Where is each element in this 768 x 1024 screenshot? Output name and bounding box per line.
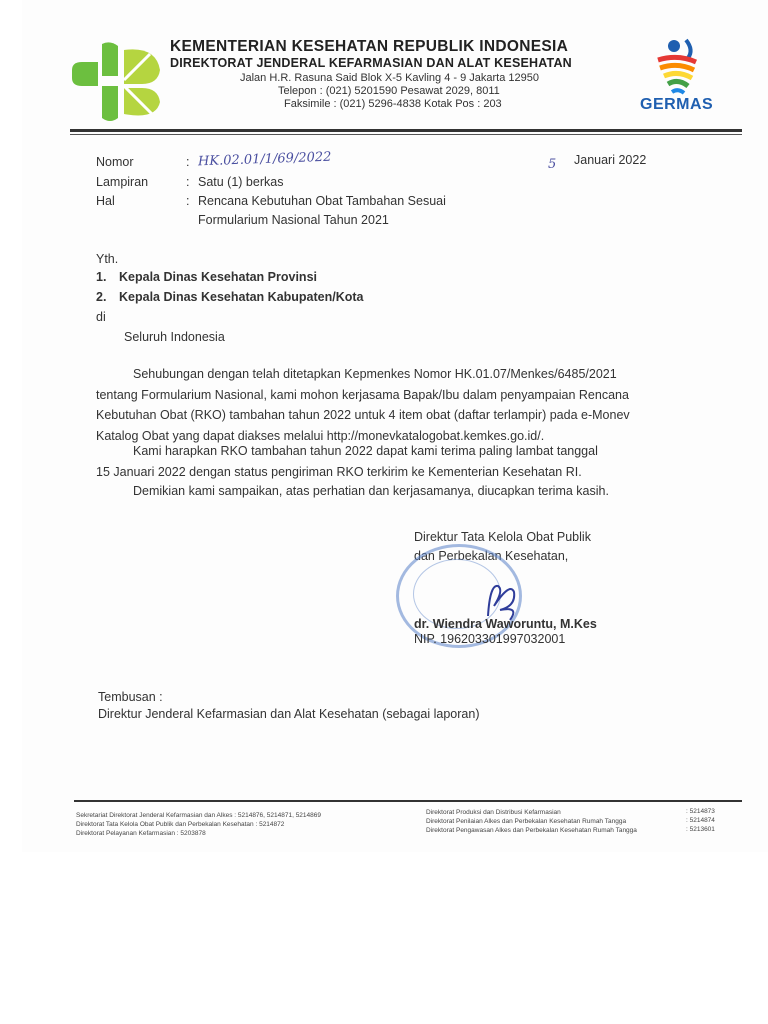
germas-label: GERMAS xyxy=(640,96,714,113)
paragraph-2-line-2: 15 Januari 2022 dengan status pengiriman RKO terkirim ke Kementerian Kesehatan RI. xyxy=(96,464,582,479)
cc-label: Tembusan : xyxy=(98,690,163,704)
recipient-place: Seluruh Indonesia xyxy=(124,330,225,344)
kemenkes-logo-icon xyxy=(68,40,164,124)
header-rule xyxy=(70,129,742,132)
paragraph-1-line-4: Katalog Obat yang dapat diakses melalui http://monevkatalogobat.kemkes.go.id/. xyxy=(96,428,545,443)
footer-right-label-2: Direktorat Penilaian Alkes dan Perbekalan Kesehatan Rumah Tangga xyxy=(426,818,627,825)
paragraph-1-line-3: Kebutuhan Obat (RKO) tambahan tahun 2022 untuk 4 item obat (daftar terlampir) pada e-Monev xyxy=(96,408,630,422)
hal-colon: : xyxy=(186,194,190,208)
footer-left-line-1: Sekretariat Direktorat Jenderal Kefarmasian dan Alkes : 5214876, 5214871, 5214869 xyxy=(76,812,321,819)
nomor-colon: : xyxy=(186,155,190,169)
ministry-title: KEMENTERIAN KESEHATAN REPUBLIK INDONESIA xyxy=(170,38,569,55)
footer-rule xyxy=(74,800,742,802)
body-paragraph-1 xyxy=(96,364,690,446)
lampiran-colon: : xyxy=(186,175,190,189)
header-rule-thin xyxy=(70,134,742,135)
letter-page xyxy=(22,0,768,852)
di-label: di xyxy=(96,310,106,324)
recipient-1: Kepala Dinas Kesehatan Provinsi xyxy=(119,270,317,284)
nomor-label: Nomor xyxy=(96,155,134,169)
date-month-year: Januari 2022 xyxy=(574,153,647,167)
paragraph-2-line-1: Kami harapkan RKO tambahan tahun 2022 dapat kami terima paling lambat tanggal xyxy=(133,444,598,458)
footer-right-phone-2: : 5214874 xyxy=(686,817,715,824)
signatory-nip: NIP. 196203301997032001 xyxy=(414,632,566,646)
nomor-value: HK.02.01/1/69/2022 xyxy=(197,149,332,170)
body-paragraph-2 xyxy=(96,441,690,482)
footer-right-label-1: Direktorat Produksi dan Distribusi Kefarmasian xyxy=(426,809,561,816)
date-day: 5 xyxy=(548,157,557,172)
hal-label: Hal xyxy=(96,194,115,208)
footer-right-phone-1: : 5214873 xyxy=(686,808,715,815)
address-line: Jalan H.R. Rasuna Said Blok X-5 Kavling 4 - 9 Jakarta 12950 xyxy=(240,72,539,84)
recipient-2: Kepala Dinas Kesehatan Kabupaten/Kota xyxy=(119,290,364,304)
recipient-1-number: 1. xyxy=(96,270,107,284)
lampiran-label: Lampiran xyxy=(96,175,149,189)
lampiran-value: Satu (1) berkas xyxy=(198,175,284,189)
signatory-title-line2: dan Perbekalan Kesehatan, xyxy=(414,549,569,563)
signatory-name: dr. Wiendra Waworuntu, M.Kes xyxy=(414,617,597,631)
paragraph-1-line-2: tentang Formularium Nasional, kami mohon kerjasama Bapak/Ibu dalam penyampaian Rencana xyxy=(96,387,629,402)
footer-right-phone-3: : 5213601 xyxy=(686,826,715,833)
body-paragraph-3: Demikian kami sampaikan, atas perhatian dan kerjasamanya, diucapkan terima kasih. xyxy=(133,484,609,498)
footer-left-line-2: Direktorat Tata Kelola Obat Publik dan Perbekalan Kesehatan : 5214872 xyxy=(76,821,285,828)
hal-subject-line2: Formularium Nasional Tahun 2021 xyxy=(198,213,389,227)
phone-line: Telepon : (021) 5201590 Pesawat 2029, 8011 xyxy=(278,85,500,97)
yth-label: Yth. xyxy=(96,252,119,266)
footer-right-label-3: Direktorat Pengawasan Alkes dan Perbekalan Kesehatan Rumah Tangga xyxy=(426,827,637,834)
fax-line: Faksimile : (021) 5296-4838 Kotak Pos : 203 xyxy=(284,98,502,110)
directorate-title: DIREKTORAT JENDERAL KEFARMASIAN DAN ALAT KESEHATAN xyxy=(170,56,572,70)
paragraph-1-line-1: Sehubungan dengan telah ditetapkan Kepmenkes Nomor HK.01.07/Menkes/6485/2021 xyxy=(133,367,617,381)
recipient-2-number: 2. xyxy=(96,290,107,304)
hal-subject-line1: Rencana Kebutuhan Obat Tambahan Sesuai xyxy=(198,194,446,208)
cc-recipient: Direktur Jenderal Kefarmasian dan Alat Kesehatan (sebagai laporan) xyxy=(98,707,480,721)
footer-left-line-3: Direktorat Pelayanan Kefarmasian : 5203878 xyxy=(76,830,206,837)
germas-logo-icon xyxy=(650,36,710,96)
signatory-title-line1: Direktur Tata Kelola Obat Publik xyxy=(414,530,591,544)
